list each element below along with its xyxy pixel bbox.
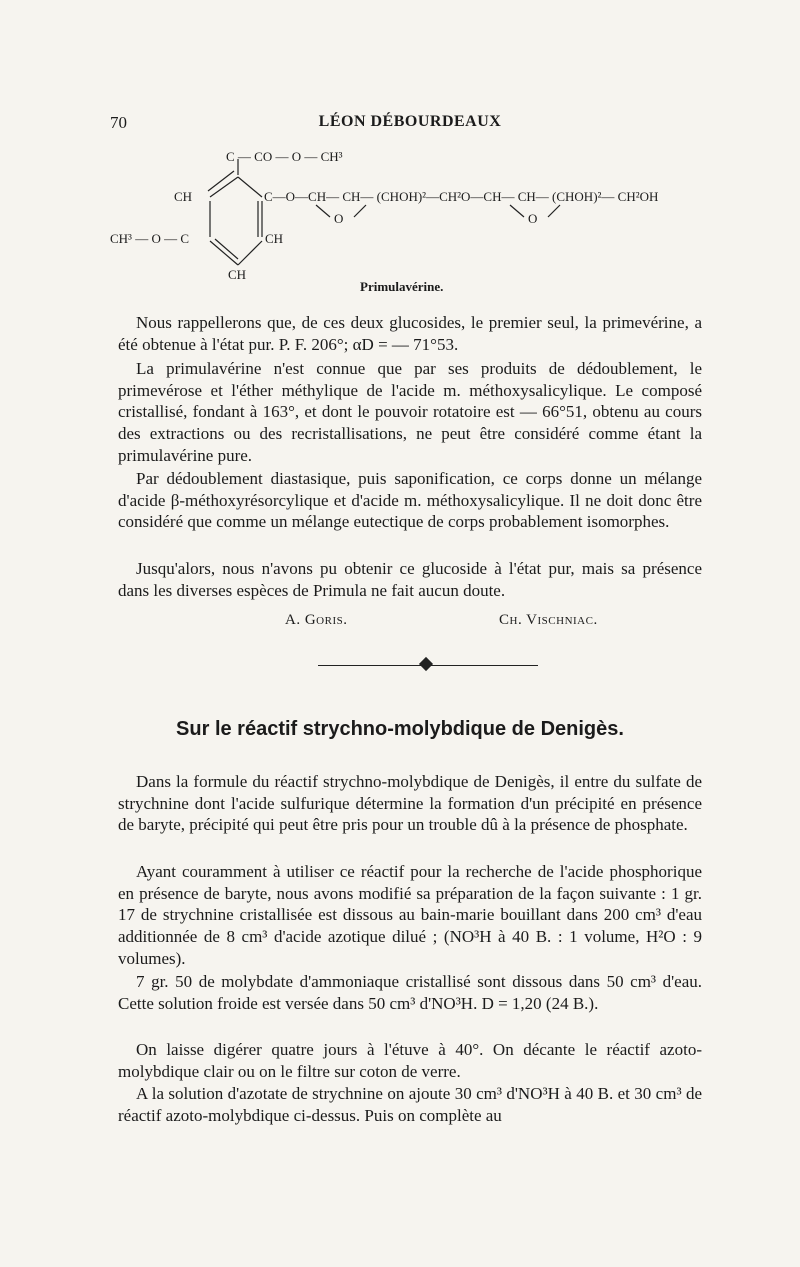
running-head: [110, 113, 710, 137]
paragraph: On laisse digérer quatre jours à l'étuve à 40°. On décante le réactif azoto-molybdique clair ou on le filtre sur coton de verre.: [118, 1040, 702, 1081]
paragraph: Par dédoublement diastasique, puis saponification, ce corps donne un mélange d'acide β-méthoxyrésorcylique et d'acide m. méthoxysalicylique. Il ne doit donc être considéré que comme un mélange eutectique de corps probablement isomorphes.: [118, 469, 702, 532]
paragraph: La primulavérine n'est connue que par ses produits de dédoublement, le primevérose et l'éther méthylique de l'acide m. méthoxysalicylique. Le composé cristallisé, fondant à 163°, et dont le pouvoir rotatoire est — 66°51, obtenu au cours des extractions ou des recristallisations, ne peut être considéré comme étant la primulavérine pure.: [118, 359, 702, 465]
top-chain-label: C — CO — O — CH³: [226, 149, 343, 164]
oxygen-bridge-1: O: [334, 211, 344, 226]
glycoside-chain-label: C—O—CH— CH— (CHOH)²—CH²O—CH— CH— (CHOH)²— CH²OH: [264, 189, 659, 204]
chemical-formula: [110, 145, 710, 305]
methoxy-label: CH³ — O — C: [110, 231, 190, 246]
article-title: Sur le réactif strychno-molybdique de Denigès.: [176, 718, 624, 740]
author-goris: A. Goris.: [285, 612, 348, 628]
paragraph: Dans la formule du réactif strychno-molybdique de Denigès, il entre du sulfate de strychnine dont l'acide sulfurique détermine la formation d'un précipité en présence de baryte, précipité qui peut être pris pour un trouble dû à la présence de phosphate.: [118, 772, 702, 835]
page-number: 70: [110, 113, 127, 132]
paragraph: 7 gr. 50 de molybdate d'ammoniaque cristallisé sont dissous dans 50 cm³ d'eau. Cette solution froide est versée dans 50 cm³ d'NO³H. D = 1,20 (24 B.).: [118, 972, 702, 1013]
section-divider: [318, 658, 538, 674]
paragraph: Nous rappellerons que, de ces deux glucosides, le premier seul, la primevérine, a été obtenue à l'état pur. P. F. 206°; αD = — 71°53.: [118, 313, 702, 354]
paragraph: [118, 558, 702, 601]
ch-right-label: CH: [265, 231, 284, 246]
author-vischniac: Ch. Vischniac.: [499, 612, 598, 628]
paragraph-text: Jusqu'alors, nous n'avons pu obtenir ce glucoside à l'état pur, mais sa présence dans les diverses espèces de Primula ne fait aucun doute.: [118, 559, 702, 600]
paragraph: Ayant couramment à utiliser ce réactif pour la recherche de l'acide phosphorique en présence de baryte, nous avons modifié sa préparation de la façon suivante : 1 gr. 17 de strychnine cristallisée est dissous au bain-marie bouillant dans 200 cm³ d'eau additionnée de 8 cm³ d'acide azotique dilué ; (NO³H à 40 B. : 1 volume, H²O : 9 volumes).: [118, 862, 702, 968]
ch-bottom-label: CH: [228, 267, 247, 282]
ch-left-label: CH: [174, 189, 193, 204]
oxygen-bridge-2: O: [528, 211, 538, 226]
formula-caption: Primulavérine.: [360, 279, 444, 294]
paragraph: A la solution d'azotate de strychnine on ajoute 30 cm³ d'NO³H à 40 B. et 30 cm³ de réactif azoto-molybdique ci-dessus. Puis on complète au: [118, 1084, 702, 1125]
running-title: LÉON DÉBOURDEAUX: [318, 113, 502, 130]
